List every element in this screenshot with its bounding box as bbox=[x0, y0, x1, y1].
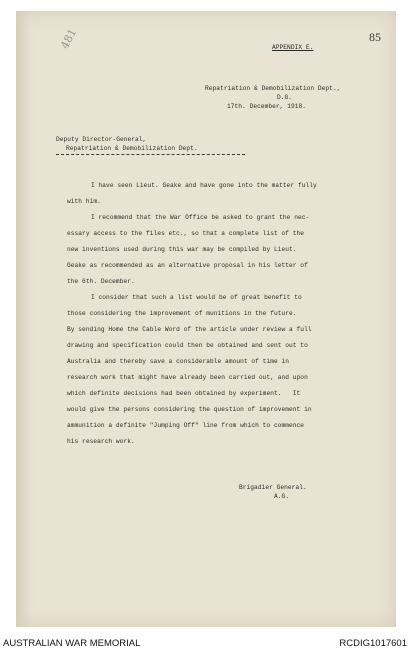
addressee-line-1: Deputy Director-General, bbox=[56, 136, 147, 143]
signature-post: A.G. bbox=[274, 493, 290, 500]
body-line: his research work. bbox=[67, 438, 135, 445]
sender-place: D.G. bbox=[277, 94, 293, 101]
body-line: Australia and thereby save a considerable amount of time in bbox=[67, 358, 290, 365]
sender-department: Repatriation & Demobilization Dept., bbox=[205, 85, 341, 92]
page-number: 85 bbox=[369, 30, 381, 44]
body-line: the 6th. December. bbox=[67, 278, 135, 285]
body-line: drawing and specification could then be obtained and sent out to bbox=[67, 342, 308, 349]
letter-date: 17th. December, 1918. bbox=[227, 103, 307, 110]
signature-rank: Brigadier General. bbox=[239, 484, 307, 491]
archive-footer-right: RCDIG1017601 bbox=[339, 638, 407, 649]
body-line: research work that might have already been carried out, and upon bbox=[67, 374, 308, 381]
body-line: ammunition a definite "Jumping Off" line from which to commence bbox=[67, 422, 305, 429]
addressee-line-2: Repatriation & Demobilization Dept. bbox=[66, 145, 198, 152]
body-line: those considering the improvement of munitions in the future. bbox=[67, 310, 297, 317]
body-line: By sending Home the Cable Word of the article under review a full bbox=[67, 326, 312, 333]
appendix-heading: APPENDIX E. bbox=[272, 44, 314, 51]
body-line: which definite decisions had been obtained by experiment. It bbox=[67, 390, 301, 397]
document-page bbox=[16, 11, 396, 627]
page-edge-shadow bbox=[16, 11, 30, 627]
archive-stamp-number: 481 bbox=[58, 26, 80, 52]
body-line: I have seen Lieut. Geake and have gone into the matter fully bbox=[91, 182, 317, 189]
body-line: I consider that such a list would be of great benefit to bbox=[91, 294, 302, 301]
body-line: would give the persons considering the question of improvement in bbox=[67, 406, 312, 413]
body-line: essary access to the files etc., so that a complete list of the bbox=[67, 230, 305, 237]
body-line: new inventions used during this war may be compiled by Lieut. bbox=[67, 246, 297, 253]
body-line: Geake as recommended as an alternative proposal in his letter of bbox=[67, 262, 308, 269]
archive-footer-left: AUSTRALIAN WAR MEMORIAL bbox=[3, 638, 141, 649]
body-line: I recommend that the War Office be asked to grant the nec- bbox=[91, 214, 310, 221]
body-line: with him. bbox=[67, 198, 101, 205]
address-divider bbox=[56, 154, 245, 155]
